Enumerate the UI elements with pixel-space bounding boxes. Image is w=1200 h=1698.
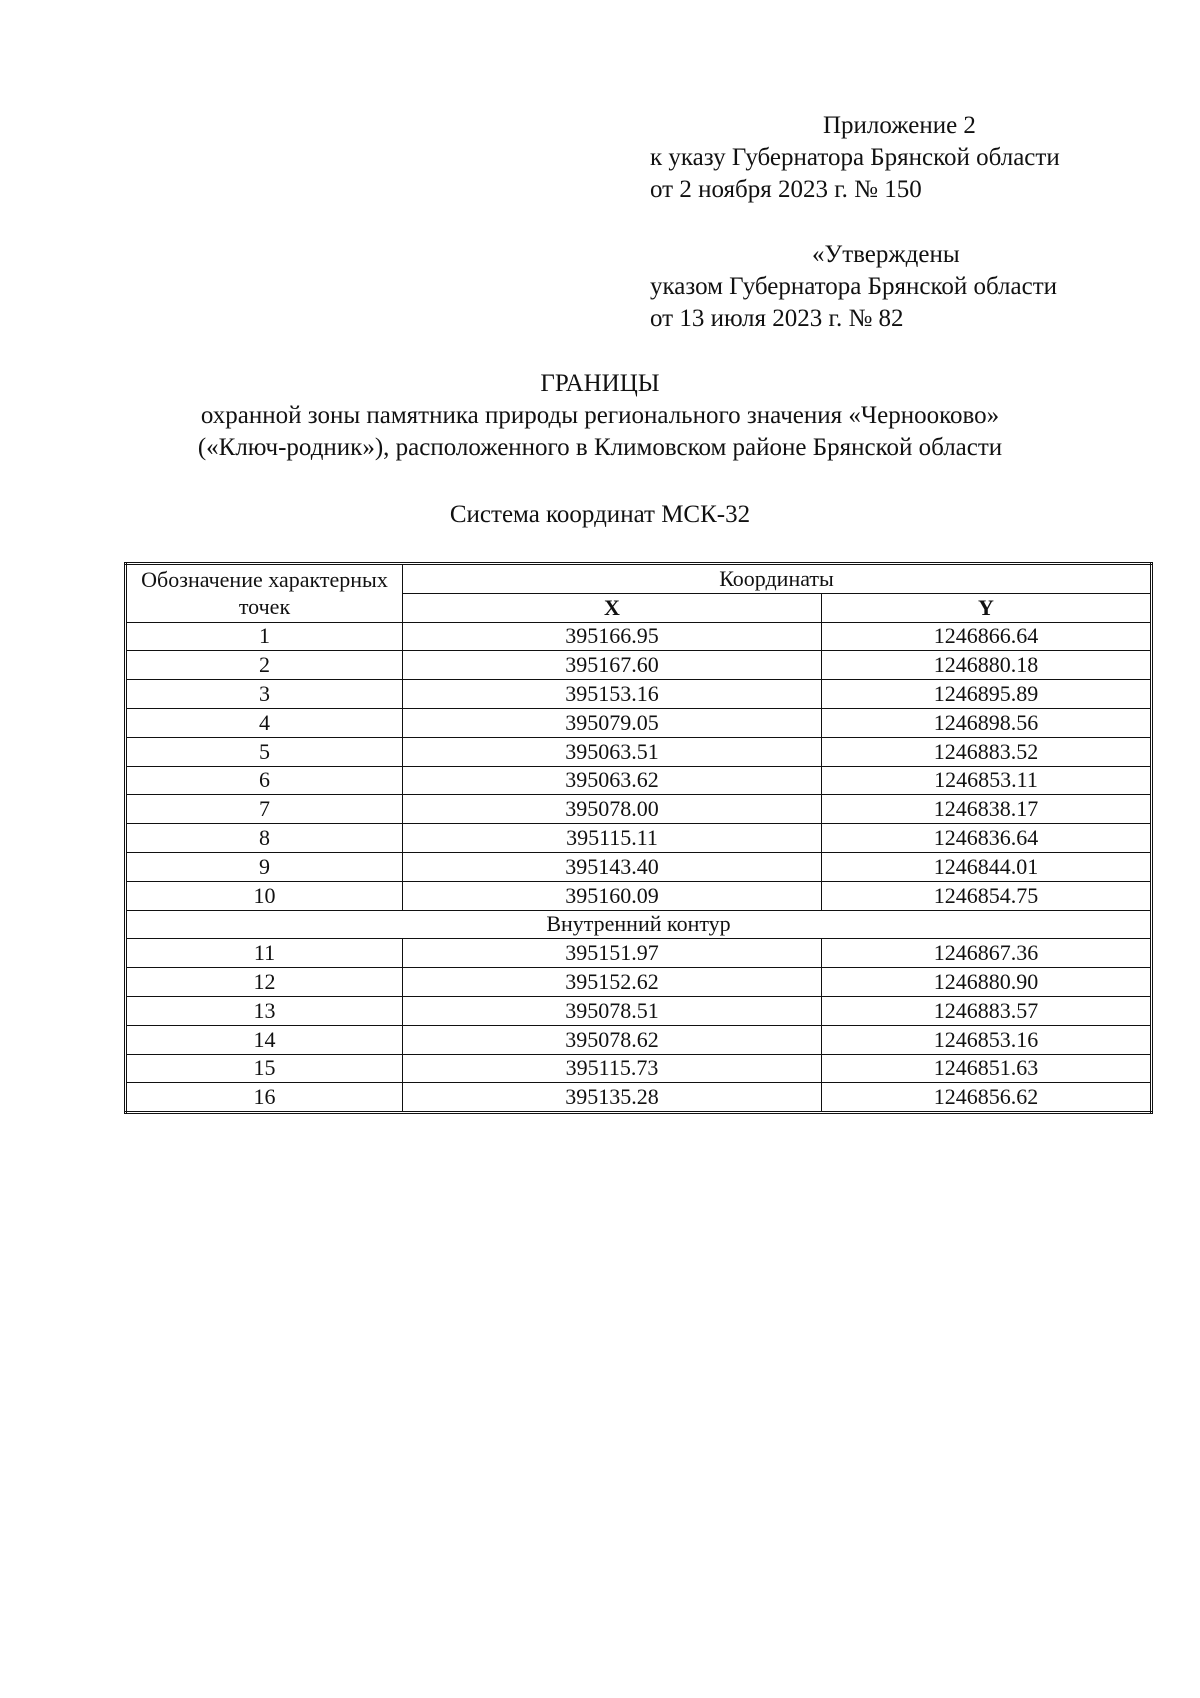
y-coordinate-cell: 1246880.18: [822, 651, 1152, 680]
table-row: [126, 852, 1152, 881]
x-coordinate-cell: 395143.40: [403, 852, 822, 881]
inner-contour-heading-row: [126, 910, 1152, 939]
header-coordinates: Координаты: [403, 564, 1152, 594]
x-coordinate-cell: 395078.00: [403, 795, 822, 824]
appendix-label: Приложение 2: [823, 112, 976, 139]
x-coordinate-cell: 395079.05: [403, 708, 822, 737]
y-coordinate-cell: 1246880.90: [822, 968, 1152, 997]
point-number-cell: 6: [126, 766, 403, 795]
point-number-cell: 10: [126, 881, 403, 910]
point-number-cell: 7: [126, 795, 403, 824]
y-coordinate-cell: 1246867.36: [822, 939, 1152, 968]
table-row: [126, 968, 1152, 997]
y-coordinate-cell: 1246898.56: [822, 708, 1152, 737]
point-number-cell: 13: [126, 996, 403, 1025]
y-coordinate-cell: 1246895.89: [822, 680, 1152, 709]
x-coordinate-cell: 395151.97: [403, 939, 822, 968]
document-title: ГРАНИЦЫ: [540, 370, 660, 397]
point-number-cell: 9: [126, 852, 403, 881]
point-number-cell: 3: [126, 680, 403, 709]
x-coordinate-cell: 395153.16: [403, 680, 822, 709]
x-coordinate-cell: 395152.62: [403, 968, 822, 997]
y-coordinate-cell: 1246856.62: [822, 1083, 1152, 1113]
y-coordinate-cell: 1246853.16: [822, 1025, 1152, 1054]
x-coordinate-cell: 395135.28: [403, 1083, 822, 1113]
y-coordinate-cell: 1246854.75: [822, 881, 1152, 910]
point-number-cell: 11: [126, 939, 403, 968]
inner-contour-label: Внутренний контур: [126, 910, 1152, 939]
table-row: [126, 881, 1152, 910]
table-row: [126, 1083, 1152, 1113]
x-coordinate-cell: 395167.60: [403, 651, 822, 680]
y-coordinate-cell: 1246866.64: [822, 622, 1152, 651]
y-coordinate-cell: 1246883.57: [822, 996, 1152, 1025]
point-number-cell: 2: [126, 651, 403, 680]
point-number-cell: 16: [126, 1083, 403, 1113]
table-row: [126, 651, 1152, 680]
table-row: [126, 680, 1152, 709]
x-coordinate-cell: 395063.51: [403, 737, 822, 766]
decree-date: от 2 ноября 2023 г. № 150: [650, 176, 922, 203]
table-row: [126, 824, 1152, 853]
inner-contour-section: [126, 910, 1152, 939]
point-number-cell: 5: [126, 737, 403, 766]
point-number-cell: 12: [126, 968, 403, 997]
point-number-cell: 8: [126, 824, 403, 853]
table-row: [126, 622, 1152, 651]
approved-date: от 13 июля 2023 г. № 82: [650, 305, 904, 332]
point-number-cell: 15: [126, 1054, 403, 1083]
x-coordinate-cell: 395078.51: [403, 996, 822, 1025]
header-points: Обозначение характерных точек: [126, 564, 403, 623]
x-coordinate-cell: 395115.11: [403, 824, 822, 853]
y-coordinate-cell: 1246851.63: [822, 1054, 1152, 1083]
table-row: [126, 766, 1152, 795]
x-coordinate-cell: 395160.09: [403, 881, 822, 910]
point-number-cell: 1: [126, 622, 403, 651]
approved-label: «Утверждены: [812, 241, 960, 268]
table-row: [126, 708, 1152, 737]
table-row: [126, 1025, 1152, 1054]
coordinates-table: [124, 562, 1153, 1114]
y-coordinate-cell: 1246883.52: [822, 737, 1152, 766]
header-y: Y: [822, 593, 1152, 622]
y-coordinate-cell: 1246853.11: [822, 766, 1152, 795]
table-row: [126, 996, 1152, 1025]
header-x: X: [403, 593, 822, 622]
inner-contour-rows: [126, 939, 1152, 1113]
y-coordinate-cell: 1246844.01: [822, 852, 1152, 881]
point-number-cell: 14: [126, 1025, 403, 1054]
outer-contour-rows: [126, 622, 1152, 910]
table-row: [126, 939, 1152, 968]
approved-by: указом Губернатора Брянской области: [650, 273, 1058, 300]
x-coordinate-cell: 395115.73: [403, 1054, 822, 1083]
document-subtitle-line-2: («Ключ-родник»), расположенного в Климовском районе Брянской области: [197, 434, 1003, 461]
coordinate-system-label: Система координат МСК-32: [449, 501, 751, 528]
table-row: [126, 737, 1152, 766]
table-row: [126, 795, 1152, 824]
x-coordinate-cell: 395078.62: [403, 1025, 822, 1054]
x-coordinate-cell: 395063.62: [403, 766, 822, 795]
table-row: [126, 1054, 1152, 1083]
point-number-cell: 4: [126, 708, 403, 737]
document-subtitle-line-1: охранной зоны памятника природы регионального значения «Чернооково»: [200, 402, 1000, 429]
y-coordinate-cell: 1246838.17: [822, 795, 1152, 824]
decree-reference: к указу Губернатора Брянской области: [650, 144, 1060, 171]
y-coordinate-cell: 1246836.64: [822, 824, 1152, 853]
x-coordinate-cell: 395166.95: [403, 622, 822, 651]
